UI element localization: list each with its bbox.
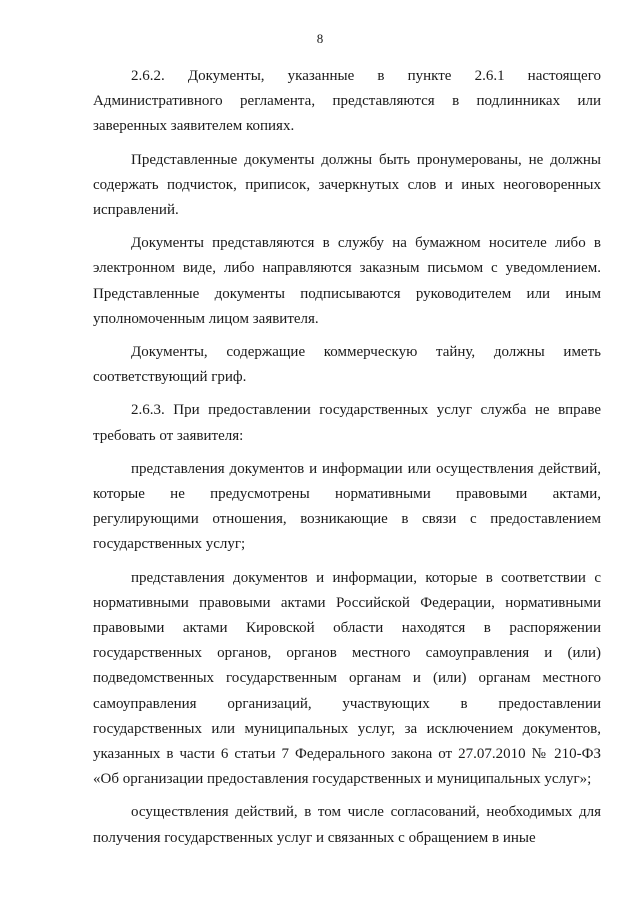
paragraph-prohibition-2: представления документов и информации, которые в соответствии с нормативными правовыми актами Российской Федерации, нормативными правовыми актами Кировской области находятся в распоряжении государственных органов, органов местного самоуправления и (или) подведомственных государственным органам и (или) органам местного самоуправления организаций, участвующих в предоставлении государственных или муниципальных услуг, за исключением документов, указанных в части 6 статьи 7 Федерального закона от 27.07.2010 № 210-ФЗ «Об организации предоставления государственных и муниципальных услуг»; <box>93 569 601 788</box>
paragraph-submission-methods: Документы представляются в службу на бумажном носителе либо в электронном виде, либо направляются заказным письмом с уведомлением. Представленные документы подписываются руководителем или иным уполномоченным лицом заявителя. <box>93 235 601 327</box>
paragraph-numbering-requirements: Представленные документы должны быть пронумерованы, не должны содержать подчисток, приписок, зачеркнутых слов и иных неоговоренных исправлений. <box>93 151 601 219</box>
paragraph-prohibition-1: представления документов и информации или осуществления действий, которые не предусмотрены нормативными правовыми актами, регулирующими отношения, возникающие в связи с предоставлением государственных услуг; <box>93 460 601 553</box>
page-number: 8 <box>316 31 324 46</box>
paragraph-2-6-2: 2.6.2. Документы, указанные в пункте 2.6.1 настоящего Административного регламента, представляются в подлинниках или заверенных заявителем копиях. <box>93 68 601 135</box>
paragraph-2-6-3: 2.6.3. При предоставлении государственных услуг служба не вправе требовать от заявителя: <box>93 402 601 444</box>
paragraph-prohibition-3: осуществления действий, в том числе согласований, необходимых для получения государственных услуг и связанных с обращением в иные <box>93 804 601 846</box>
paragraph-commercial-secret: Документы, содержащие коммерческую тайну, должны иметь соответствующий гриф. <box>93 344 601 386</box>
document-body <box>93 64 601 859</box>
